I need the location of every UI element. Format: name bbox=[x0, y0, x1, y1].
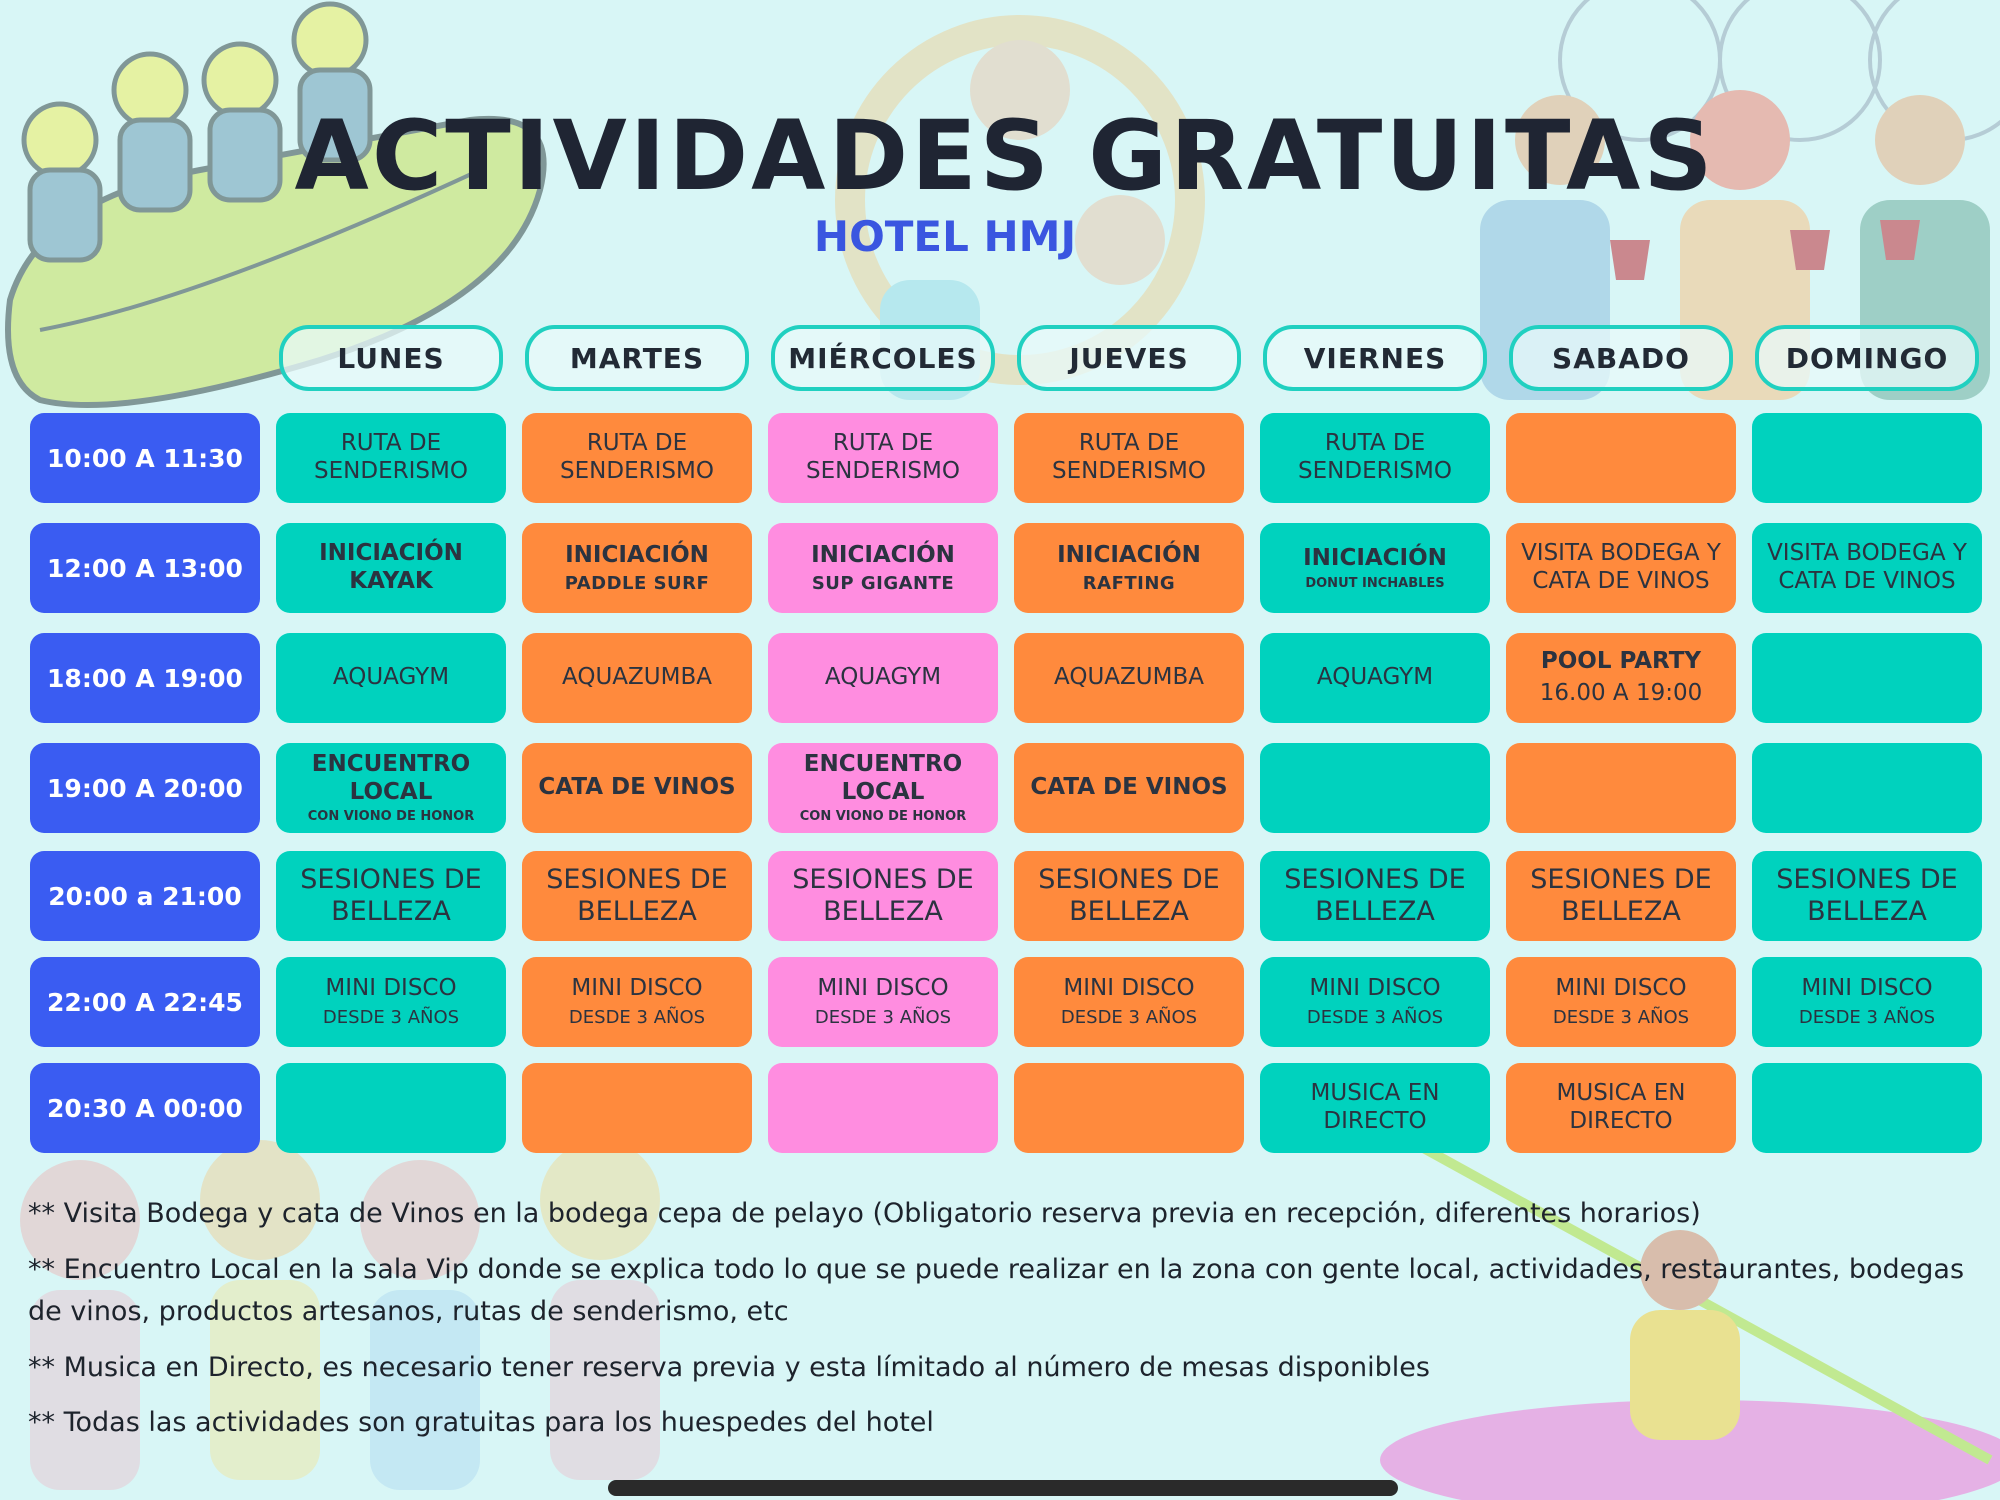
activity-cell bbox=[768, 957, 998, 1047]
day-header: SABADO bbox=[1509, 325, 1733, 391]
activity-cell bbox=[1752, 851, 1982, 941]
footnote: ** Encuentro Local en la sala Vip donde se explica todo lo que se puede realizar en la zona con gente local, actividades, restaurantes, bodegas de vinos, productos artesanos, rutas de senderismo, etc bbox=[28, 1253, 1965, 1327]
activity-cell bbox=[1260, 851, 1490, 941]
activity-cell bbox=[768, 743, 998, 833]
activity-cell bbox=[768, 1063, 998, 1153]
activity-cell bbox=[1752, 523, 1982, 613]
activity-name: ENCUENTRO LOCAL bbox=[311, 751, 471, 805]
page-title: ACTIVIDADES GRATUITAS bbox=[294, 100, 1716, 212]
activity-detail: SUP GIGANTE bbox=[811, 572, 955, 594]
schedule-row bbox=[30, 1063, 1990, 1153]
activity-cell bbox=[1506, 633, 1736, 723]
activity-name: POOL PARTY bbox=[1540, 648, 1702, 675]
activity-cell bbox=[1260, 743, 1490, 833]
activity-name: INICIACIÓN bbox=[1057, 541, 1201, 568]
schedule-row bbox=[30, 633, 1990, 723]
activity-cell bbox=[768, 851, 998, 941]
activity-detail: DESDE 3 AÑOS bbox=[1798, 1007, 1936, 1028]
activity-detail: RAFTING bbox=[1082, 572, 1176, 594]
activity-name: RUTA DE SENDERISMO bbox=[1052, 430, 1206, 484]
activity-detail: CON VIONO DE HONOR bbox=[799, 809, 967, 825]
activity-name: MUSICA EN DIRECTO bbox=[1310, 1080, 1440, 1134]
activity-cell bbox=[1014, 413, 1244, 503]
day-header: MARTES bbox=[525, 325, 749, 391]
activity-cell bbox=[276, 413, 506, 503]
activity-cell bbox=[522, 743, 752, 833]
activity-name: MUSICA EN DIRECTO bbox=[1556, 1080, 1686, 1134]
home-indicator[interactable] bbox=[608, 1480, 1398, 1496]
activity-cell bbox=[276, 851, 506, 941]
activity-name: MINI DISCO bbox=[1309, 975, 1441, 1002]
hotel-name: HOTEL HMJ bbox=[813, 212, 1077, 261]
activity-name: RUTA DE SENDERISMO bbox=[806, 430, 960, 484]
activity-name: MINI DISCO bbox=[1801, 975, 1933, 1002]
footnote: ** Todas las actividades son gratuitas para los huespedes del hotel bbox=[28, 1407, 934, 1439]
activity-cell bbox=[1752, 413, 1982, 503]
activity-cell bbox=[768, 633, 998, 723]
activity-name: CATA DE VINOS bbox=[1030, 774, 1228, 801]
activity-cell bbox=[768, 413, 998, 503]
activity-cell bbox=[522, 851, 752, 941]
activity-name: INICIACIÓN bbox=[811, 541, 955, 568]
activity-name: INICIACIÓN bbox=[565, 541, 709, 568]
activity-name: MINI DISCO bbox=[571, 975, 703, 1002]
time-slot: 10:00 A 11:30 bbox=[30, 413, 260, 503]
activity-detail: DESDE 3 AÑOS bbox=[1552, 1007, 1690, 1028]
activity-cell bbox=[1506, 413, 1736, 503]
activity-cell bbox=[522, 1063, 752, 1153]
activity-cell bbox=[1506, 743, 1736, 833]
activity-cell bbox=[276, 633, 506, 723]
activity-cell bbox=[1260, 413, 1490, 503]
activity-cell bbox=[1014, 957, 1244, 1047]
activity-name: SESIONES DE BELLEZA bbox=[300, 863, 482, 927]
activity-detail: DESDE 3 AÑOS bbox=[568, 1007, 706, 1028]
activity-cell bbox=[276, 1063, 506, 1153]
schedule-row bbox=[30, 413, 1990, 503]
day-header: VIERNES bbox=[1263, 325, 1487, 391]
activity-cell bbox=[1752, 957, 1982, 1047]
activity-cell bbox=[276, 743, 506, 833]
activity-cell bbox=[1260, 1063, 1490, 1153]
activity-cell bbox=[1506, 851, 1736, 941]
activity-detail: DESDE 3 AÑOS bbox=[814, 1007, 952, 1028]
day-header: LUNES bbox=[279, 325, 503, 391]
day-header: DOMINGO bbox=[1755, 325, 1979, 391]
footnotes bbox=[28, 1193, 1978, 1458]
schedule-row bbox=[30, 851, 1990, 941]
activity-detail: DESDE 3 AÑOS bbox=[1060, 1007, 1198, 1028]
activity-cell bbox=[522, 523, 752, 613]
activity-name: MINI DISCO bbox=[1555, 975, 1687, 1002]
activity-cell bbox=[1752, 633, 1982, 723]
activity-cell bbox=[1014, 851, 1244, 941]
activity-name: SESIONES DE BELLEZA bbox=[546, 863, 728, 927]
activity-cell bbox=[768, 523, 998, 613]
activity-detail: DONUT INCHABLES bbox=[1305, 575, 1445, 591]
time-slot: 20:00 a 21:00 bbox=[30, 851, 260, 941]
activity-cell bbox=[1014, 523, 1244, 613]
activity-name: MINI DISCO bbox=[1063, 975, 1195, 1002]
activity-name: ENCUENTRO LOCAL bbox=[803, 751, 963, 805]
activity-cell bbox=[1260, 523, 1490, 613]
footnote: ** Musica en Directo, es necesario tener reserva previa y esta límitado al número de mesas disponibles bbox=[28, 1351, 1430, 1383]
activity-name: RUTA DE SENDERISMO bbox=[1298, 430, 1452, 484]
activity-cell bbox=[1014, 633, 1244, 723]
activity-cell bbox=[1014, 1063, 1244, 1153]
activity-name: VISITA BODEGA Y CATA DE VINOS bbox=[1521, 540, 1721, 594]
schedule-row bbox=[30, 523, 1990, 613]
activity-cell bbox=[522, 633, 752, 723]
activity-name: MINI DISCO bbox=[817, 975, 949, 1002]
activity-name: SESIONES DE BELLEZA bbox=[792, 863, 974, 927]
activity-cell bbox=[1014, 743, 1244, 833]
time-slot: 22:00 A 22:45 bbox=[30, 957, 260, 1047]
activity-detail: 16.00 A 19:00 bbox=[1539, 680, 1703, 706]
activity-cell bbox=[1506, 1063, 1736, 1153]
activity-name: AQUAZUMBA bbox=[1054, 664, 1204, 691]
activity-name: SESIONES DE BELLEZA bbox=[1038, 863, 1220, 927]
activity-name: AQUAGYM bbox=[824, 664, 942, 691]
activity-detail: DESDE 3 AÑOS bbox=[1306, 1007, 1444, 1028]
activity-detail: DESDE 3 AÑOS bbox=[322, 1007, 460, 1028]
time-slot: 12:00 A 13:00 bbox=[30, 523, 260, 613]
activity-name: AQUAZUMBA bbox=[562, 664, 712, 691]
activity-cell bbox=[1752, 743, 1982, 833]
activity-name: SESIONES DE BELLEZA bbox=[1530, 863, 1712, 927]
activity-cell bbox=[1506, 957, 1736, 1047]
activity-name: RUTA DE SENDERISMO bbox=[560, 430, 714, 484]
schedule-row bbox=[30, 957, 1990, 1047]
activity-name: INICIACIÓN KAYAK bbox=[319, 540, 463, 594]
activity-detail: PADDLE SURF bbox=[564, 572, 710, 594]
time-slot: 20:30 A 00:00 bbox=[30, 1063, 260, 1153]
activity-name: SESIONES DE BELLEZA bbox=[1776, 863, 1958, 927]
activity-cell bbox=[1752, 1063, 1982, 1153]
activity-detail: CON VIONO DE HONOR bbox=[307, 809, 475, 825]
schedule-row bbox=[30, 743, 1990, 833]
activity-name: SESIONES DE BELLEZA bbox=[1284, 863, 1466, 927]
day-header: JUEVES bbox=[1017, 325, 1241, 391]
activity-name: MINI DISCO bbox=[325, 975, 457, 1002]
day-header: MIÉRCOLES bbox=[771, 325, 995, 391]
schedule-grid bbox=[30, 325, 1990, 1145]
activity-cell bbox=[1260, 957, 1490, 1047]
activity-name: VISITA BODEGA Y CATA DE VINOS bbox=[1767, 540, 1967, 594]
activity-name: INICIACIÓN bbox=[1303, 544, 1447, 571]
activity-cell bbox=[522, 957, 752, 1047]
activity-cell bbox=[1506, 523, 1736, 613]
activity-cell bbox=[276, 957, 506, 1047]
activity-name: CATA DE VINOS bbox=[538, 774, 736, 801]
time-slot: 19:00 A 20:00 bbox=[30, 743, 260, 833]
activity-cell bbox=[522, 413, 752, 503]
activity-cell bbox=[1260, 633, 1490, 723]
time-slot: 18:00 A 19:00 bbox=[30, 633, 260, 723]
activity-name: AQUAGYM bbox=[1316, 664, 1434, 691]
footnote: ** Visita Bodega y cata de Vinos en la bodega cepa de pelayo (Obligatorio reserva previa en recepción, diferentes horarios) bbox=[28, 1198, 1701, 1229]
activity-cell bbox=[276, 523, 506, 613]
activity-name: AQUAGYM bbox=[332, 664, 450, 691]
activity-name: RUTA DE SENDERISMO bbox=[314, 430, 468, 484]
